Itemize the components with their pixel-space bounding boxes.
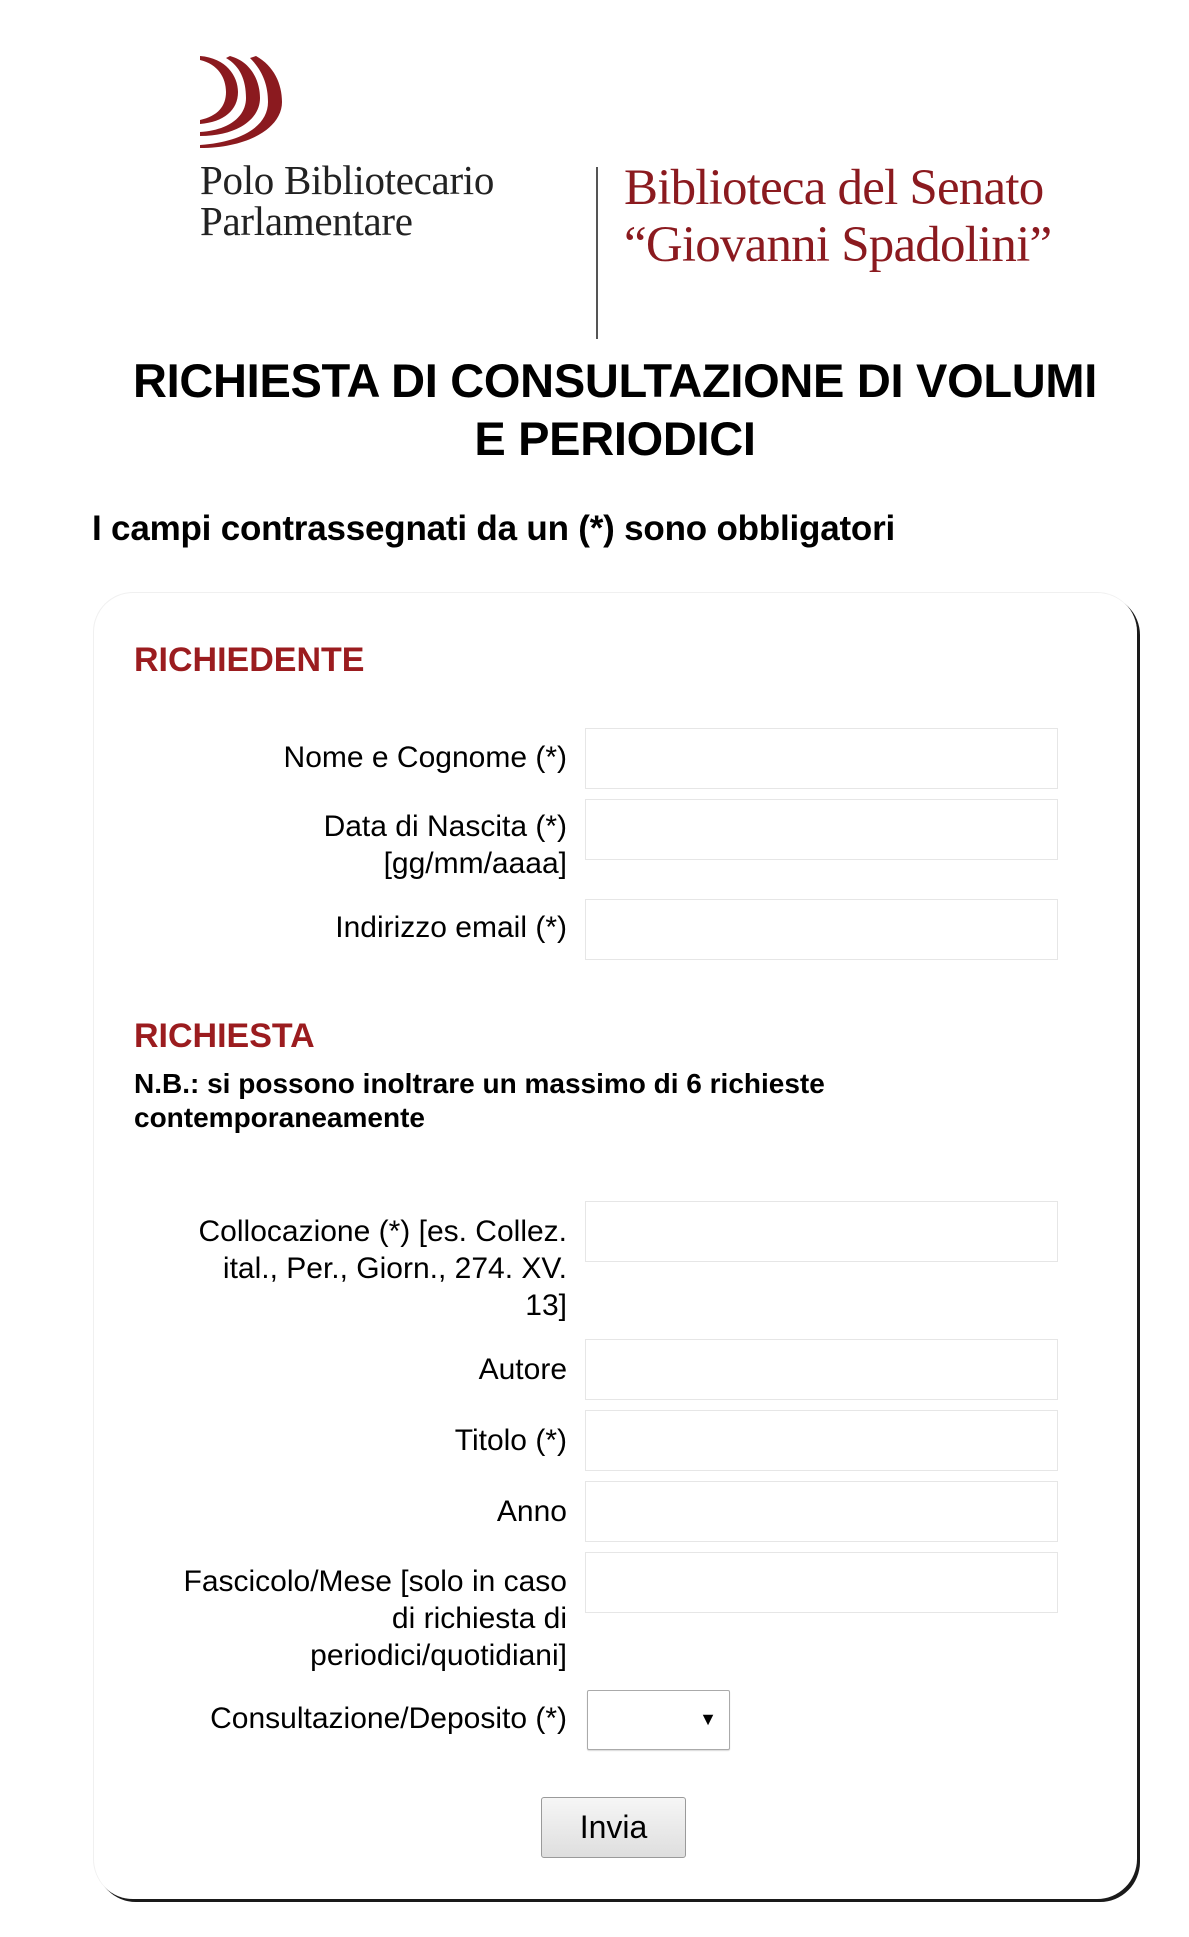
polo-bibliotecario-logo-text [200, 157, 495, 244]
max-requests-note-line1: N.B.: si possono inoltrare un massimo di 6 richieste [134, 1068, 825, 1099]
collocazione-input[interactable] [585, 1201, 1058, 1262]
required-fields-note: I campi contrassegnati da un (*) sono obbligatori [92, 509, 896, 548]
dropdown-arrow-icon: ▼ [699, 1709, 717, 1729]
autore-input[interactable] [585, 1339, 1058, 1400]
label-data-nascita [324, 808, 567, 882]
label-email: Indirizzo email (*) [335, 911, 567, 944]
label-collocazione-line3: 13] [525, 1289, 567, 1322]
label-collocazione-line1: Collocazione (*) [es. Collez. [198, 1215, 567, 1248]
nome-cognome-input[interactable] [585, 728, 1058, 789]
header-divider [596, 167, 598, 339]
page-title-line1: RICHIESTA DI CONSULTAZIONE DI VOLUMI [133, 354, 1097, 407]
titolo-input[interactable] [585, 1410, 1058, 1471]
page-title-line2: E PERIODICI [474, 412, 756, 465]
label-fascicolo-line2: di richiesta di [391, 1602, 567, 1635]
parliament-arcs-icon [196, 50, 286, 150]
label-collocazione-line2: ital., Per., Giorn., 274. XV. [222, 1252, 567, 1285]
label-titolo: Titolo (*) [454, 1424, 567, 1457]
section-heading-richiedente: RICHIEDENTE [134, 641, 365, 679]
label-nome-cognome: Nome e Cognome (*) [283, 741, 567, 774]
label-anno: Anno [496, 1495, 567, 1528]
max-requests-note-line2: contemporaneamente [134, 1102, 425, 1133]
logo-arc-inner [200, 56, 238, 124]
label-fascicolo-line3: periodici/quotidiani] [310, 1639, 567, 1672]
label-autore: Autore [478, 1353, 567, 1386]
logo-right-line2: “Giovanni Spadolini” [624, 217, 1052, 273]
label-consultazione-deposito: Consultazione/Deposito (*) [210, 1702, 567, 1735]
page-title [60, 352, 1170, 468]
section-heading-richiesta: RICHIESTA [134, 1017, 315, 1055]
fascicolo-mese-input[interactable] [585, 1552, 1058, 1613]
logo-left-line1: Polo Bibliotecario [200, 157, 495, 203]
email-input[interactable] [585, 899, 1058, 960]
logo-right-line1: Biblioteca del Senato [624, 160, 1044, 216]
consultazione-deposito-select[interactable] [587, 1690, 730, 1750]
submit-button[interactable]: Invia [541, 1797, 686, 1858]
max-requests-note [134, 1067, 934, 1135]
label-fascicolo-line1: Fascicolo/Mese [solo in caso [183, 1565, 567, 1598]
biblioteca-senato-logo-text [624, 160, 1051, 274]
logo-left-line2: Parlamentare [200, 198, 413, 244]
label-data-nascita-line1: Data di Nascita (*) [323, 810, 567, 843]
label-data-nascita-line2: [gg/mm/aaaa] [383, 847, 567, 880]
data-nascita-input[interactable] [585, 799, 1058, 860]
anno-input[interactable] [585, 1481, 1058, 1542]
label-fascicolo-mese [184, 1563, 568, 1674]
label-collocazione [199, 1213, 567, 1324]
